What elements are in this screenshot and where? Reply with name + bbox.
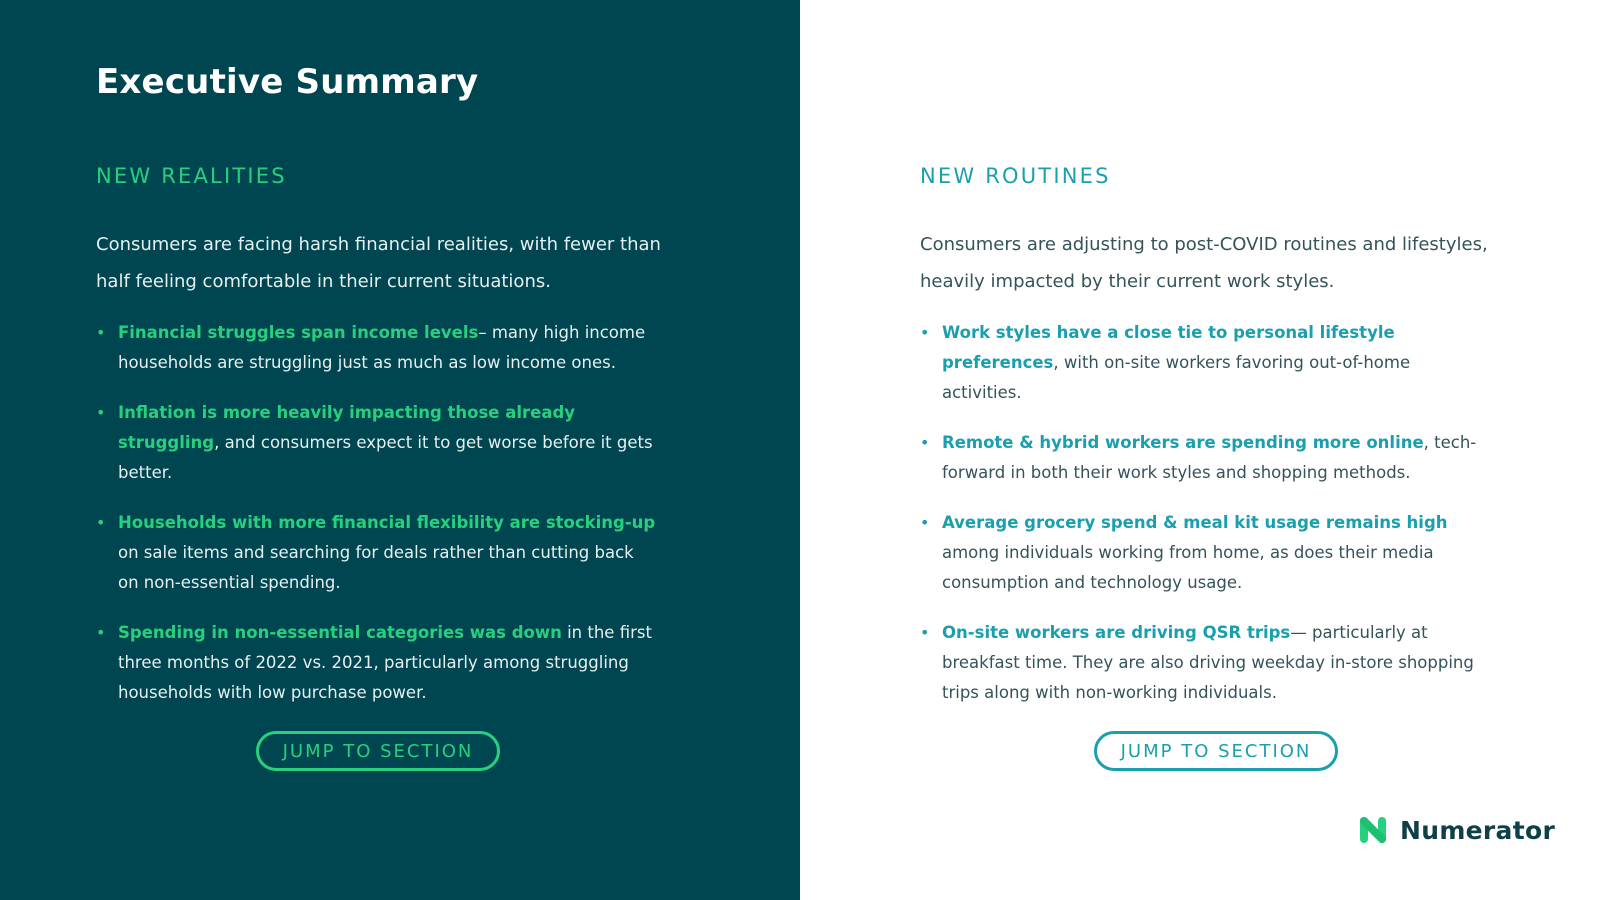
bullet-text: in the first three months of 2022 vs. 2021, particularly among struggling households with low purchase power. (118, 623, 652, 702)
list-item (920, 618, 1480, 708)
brand-logo (1358, 812, 1555, 848)
bullet-text: , and consumers expect it to get worse before it gets better. (118, 433, 653, 482)
page-title: Executive Summary (96, 62, 479, 102)
brand-name: Numerator (1400, 815, 1556, 845)
new-routines-jump-button[interactable]: JUMP TO SECTION (1094, 731, 1338, 771)
bullet-highlight: Inflation is more heavily impacting those already struggling (118, 403, 576, 452)
bullet-highlight: Spending in non-essential categories was down (118, 623, 562, 642)
bullet-highlight: Remote & hybrid workers are spending more online (942, 433, 1424, 452)
list-item (920, 318, 1480, 408)
bullet-icon: • (96, 623, 106, 642)
right-panel (800, 0, 1600, 900)
list-item (96, 508, 656, 598)
numerator-logo-icon (1358, 815, 1388, 845)
new-realities-jump-button[interactable]: JUMP TO SECTION (256, 731, 500, 771)
bullet-highlight: Work styles have a close tie to personal lifestyle preferences (942, 323, 1395, 372)
bullet-icon: • (96, 513, 106, 532)
list-item (96, 318, 656, 378)
bullet-text: , with on-site workers favoring out-of-home activities. (942, 353, 1411, 402)
bullet-text: — particularly at breakfast time. They are also driving weekday in-store shopping trips along with non-working individuals. (942, 623, 1474, 702)
new-realities-intro: Consumers are facing harsh financial realities, with fewer than half feeling comfortable in their current situations. (96, 234, 661, 292)
bullet-icon: • (920, 623, 930, 642)
bullet-highlight: Financial struggles span income levels (118, 323, 479, 342)
new-realities-heading: NEW REALITIES (96, 164, 287, 188)
bullet-highlight: Households with more financial flexibility are stocking-up (118, 513, 656, 532)
bullet-text: among individuals working from home, as does their media consumption and technology usage. (942, 543, 1434, 592)
bullet-text: on sale items and searching for deals rather than cutting back on non-essential spending. (118, 543, 634, 592)
new-routines-intro: Consumers are adjusting to post-COVID routines and lifestyles, heavily impacted by their current work styles. (920, 234, 1488, 292)
list-item (96, 398, 656, 488)
new-routines-list (920, 318, 1480, 728)
new-realities-list (96, 318, 656, 728)
bullet-icon: • (920, 323, 930, 342)
list-item (920, 508, 1480, 598)
bullet-icon: • (96, 323, 106, 342)
bullet-icon: • (920, 513, 930, 532)
bullet-icon: • (920, 433, 930, 452)
list-item (920, 428, 1480, 488)
bullet-text: , tech-forward in both their work styles and shopping methods. (942, 433, 1477, 482)
bullet-text: – many high income households are struggling just as much as low income ones. (118, 323, 646, 372)
bullet-highlight: On-site workers are driving QSR trips (942, 623, 1291, 642)
list-item (96, 618, 656, 708)
bullet-highlight: Average grocery spend & meal kit usage remains high (942, 513, 1448, 532)
bullet-icon: • (96, 403, 106, 422)
new-routines-heading: NEW ROUTINES (920, 164, 1111, 188)
